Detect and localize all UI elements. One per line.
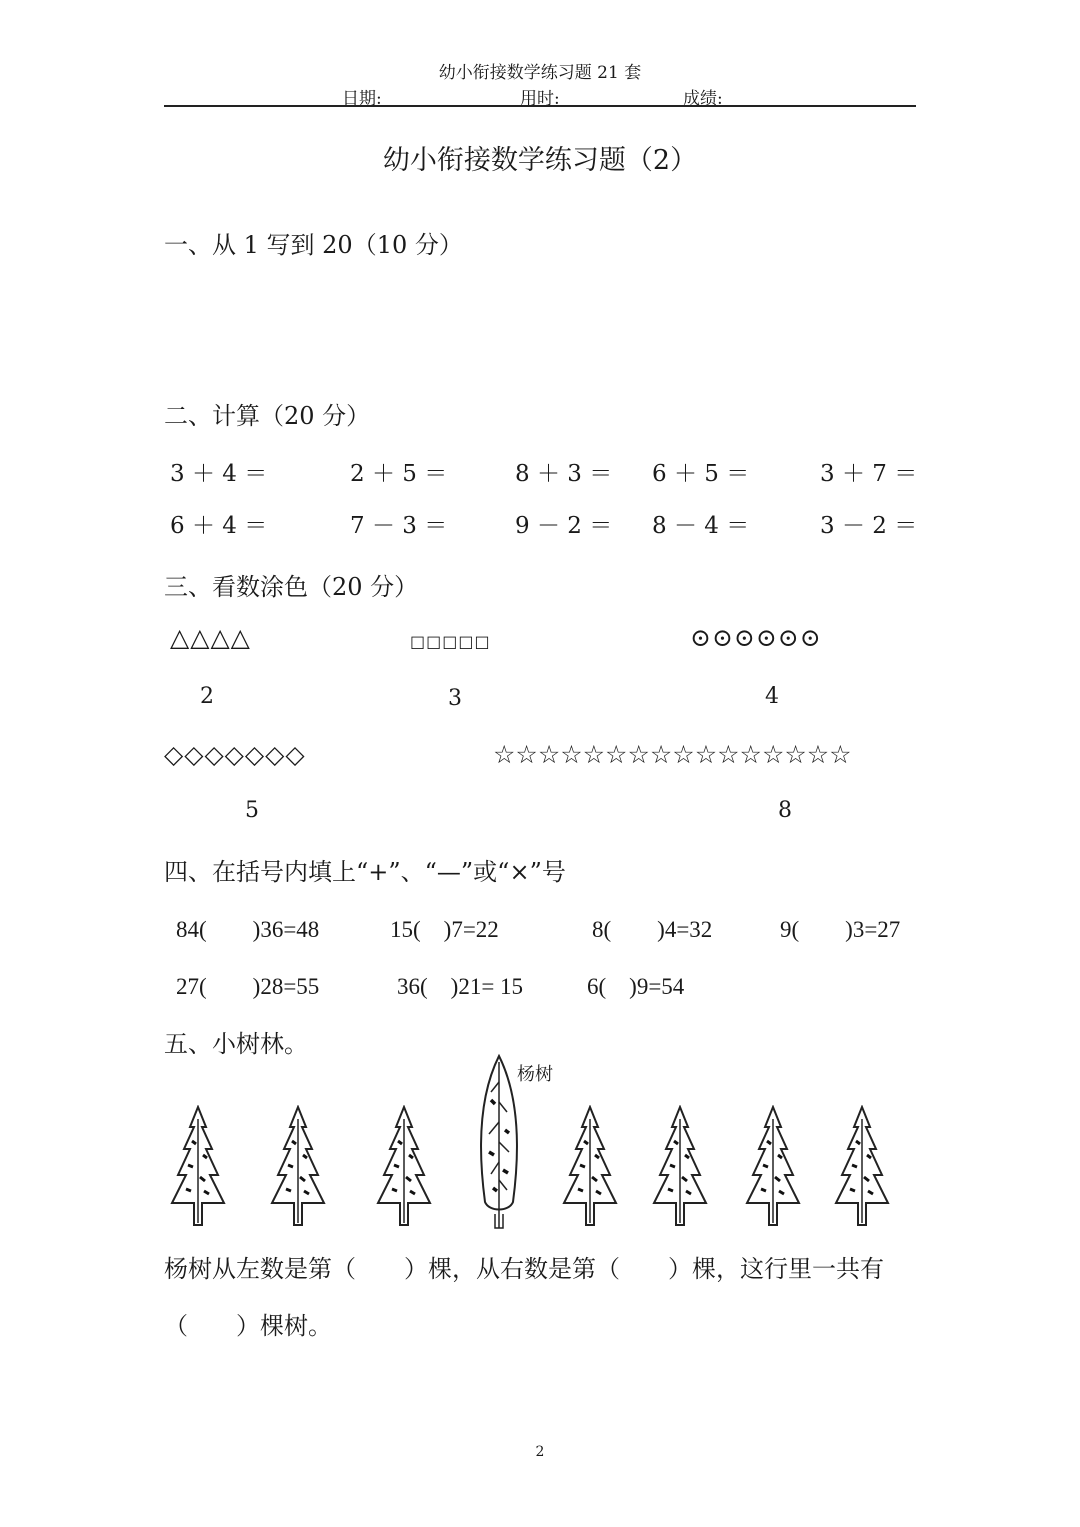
pine-tree-icon: [270, 1105, 326, 1227]
score-label: 成绩:: [683, 89, 723, 109]
star-count: 8: [778, 798, 792, 823]
calc-item: 7 － 3 ＝: [350, 513, 448, 539]
calc-item: 9 － 2 ＝: [515, 513, 613, 539]
calc-item: 3 － 2 ＝: [820, 513, 918, 539]
poplar-tree-icon: [473, 1052, 525, 1232]
page-title: 幼小衔接数学练习题（2）: [382, 145, 698, 176]
operator-equation: 15( )7=22: [390, 917, 499, 942]
operator-equation: 27( )28=55: [176, 974, 320, 999]
triangle-count: 2: [200, 684, 214, 709]
section-1-heading: 一、从 1 写到 20（10 分）: [164, 231, 463, 259]
operator-equation: 84( )36=48: [176, 917, 320, 942]
operator-equation: 9( )3=27: [780, 917, 901, 942]
circle-row: ⊙⊙⊙⊙⊙⊙: [690, 623, 822, 652]
tree-question-line-1: 杨树从左数是第（ ）棵，从右数是第（ ）棵，这行里一共有: [164, 1255, 884, 1283]
calc-item: 6 ＋ 5 ＝: [652, 461, 750, 487]
square-row: □□□□□: [410, 632, 491, 651]
section-4-heading: 四、在括号内填上“+”、“—”或“×”号: [164, 858, 566, 886]
calc-item: 3 ＋ 7 ＝: [820, 461, 918, 487]
square-count: 3: [448, 686, 462, 711]
calc-item: 2 ＋ 5 ＝: [350, 461, 448, 487]
tree-question-line-2: （ ）棵树。: [164, 1312, 332, 1340]
poplar-label: 杨树: [517, 1064, 553, 1085]
date-label: 日期:: [342, 89, 382, 109]
calc-item: 3 ＋ 4 ＝: [170, 461, 268, 487]
operator-equation: 8( )4=32: [592, 917, 713, 942]
calc-item: 8 － 4 ＝: [652, 513, 750, 539]
triangle-row: △△△△: [170, 623, 251, 652]
page-number: 2: [535, 1444, 545, 1460]
diamond-count: 5: [245, 798, 259, 823]
section-5-heading: 五、小树林。: [164, 1030, 308, 1058]
section-3-heading: 三、看数涂色（20 分）: [164, 573, 419, 601]
pine-tree-icon: [562, 1105, 618, 1227]
pine-tree-icon: [376, 1105, 432, 1227]
operator-equation: 6( )9=54: [587, 974, 685, 999]
star-row: ☆☆☆☆☆☆☆☆☆☆☆☆☆☆☆☆: [493, 740, 852, 769]
pine-tree-icon: [834, 1105, 890, 1227]
pine-tree-icon: [745, 1105, 801, 1227]
pine-tree-icon: [170, 1105, 226, 1227]
calc-item: 6 ＋ 4 ＝: [170, 513, 268, 539]
pine-tree-icon: [652, 1105, 708, 1227]
diamond-row: ◇◇◇◇◇◇◇: [164, 740, 306, 769]
operator-equation: 36( )21= 15: [397, 974, 524, 999]
time-label: 用时:: [520, 89, 560, 109]
calc-item: 8 ＋ 3 ＝: [515, 461, 613, 487]
section-2-heading: 二、计算（20 分）: [164, 402, 371, 430]
header-title: 幼小衔接数学练习题 21 套: [438, 63, 642, 83]
header-divider: [164, 105, 916, 107]
circle-count: 4: [765, 684, 779, 709]
